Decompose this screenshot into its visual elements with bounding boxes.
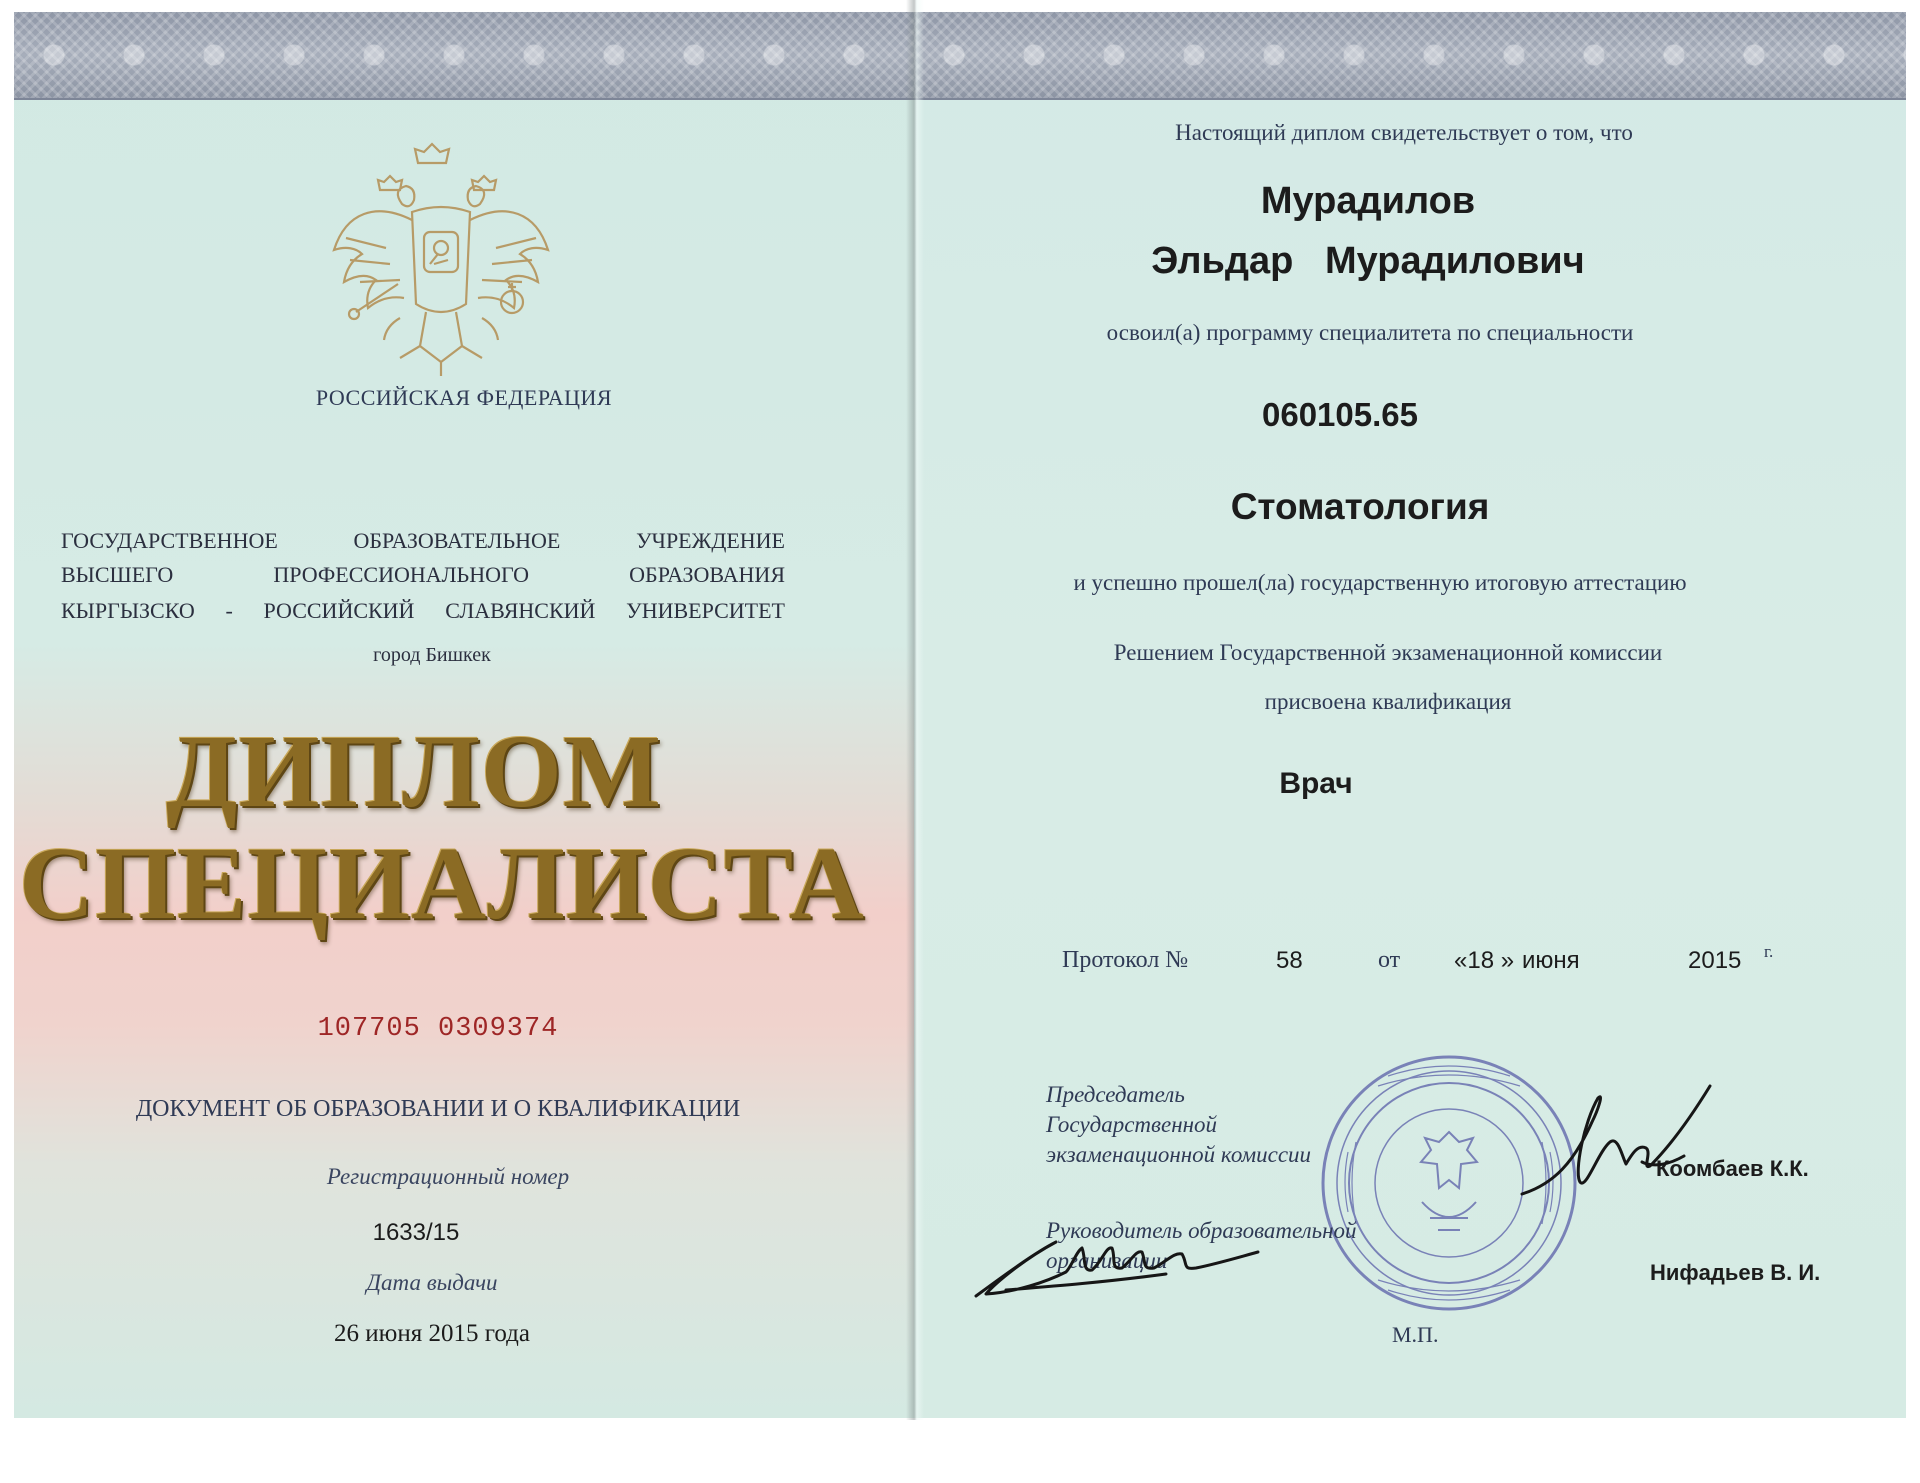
head-name: Нифадьев В. И. <box>1650 1260 1821 1285</box>
head-signature <box>936 1212 1266 1312</box>
protocol-day: «18 » <box>1454 947 1515 974</box>
graduate-surname: Мурадилов <box>1260 180 1476 222</box>
protocol-year-suffix: г. <box>1764 942 1774 961</box>
specialty-code: 060105.65 <box>1262 396 1418 433</box>
diploma-serial-number: 107705 0309374 <box>317 1014 559 1044</box>
qualification-value: Врач <box>1279 767 1353 800</box>
diploma-title-line-2: СПЕЦИАЛИСТА <box>18 826 866 941</box>
chair-signature <box>1514 1082 1714 1212</box>
diploma-left-page <box>14 12 914 1418</box>
specialty-name: Стоматология <box>1230 486 1490 527</box>
seal-label: М.П. <box>1392 1322 1439 1347</box>
diploma-title-line-1: ДИПЛОМ <box>166 714 662 829</box>
registration-number: 1633/15 <box>372 1219 460 1246</box>
protocol-year: 2015 <box>1688 947 1742 974</box>
program-statement: освоил(а) программу специалитета по специальности <box>1106 320 1634 345</box>
protocol-from-label: от <box>1378 947 1401 973</box>
institution-line-3: КЫРГЫЗСКО - РОССИЙСКИЙ СЛАВЯНСКИЙ УНИВЕРСИТЕТ <box>61 598 785 623</box>
guilloche-border <box>14 12 914 100</box>
registration-number-label: Регистрационный номер <box>326 1164 570 1189</box>
certification-intro: Настоящий диплом свидетельствует о том, что <box>1175 120 1633 145</box>
diploma-right-page <box>914 12 1906 1418</box>
country-name: РОССИЙСКАЯ ФЕДЕРАЦИЯ <box>315 385 613 410</box>
protocol-month: июня <box>1522 947 1580 974</box>
head-label-line-2: организации <box>1046 1248 1168 1273</box>
issue-date-label: Дата выдачи <box>366 1270 498 1295</box>
chair-label-line-1: Председатель <box>1046 1082 1185 1107</box>
institution-line-1: ГОСУДАРСТВЕННОЕ ОБРАЗОВАТЕЛЬНОЕ УЧРЕЖДЕНИЕ <box>61 528 785 553</box>
coat-of-arms-icon <box>316 142 566 382</box>
institution-line-2: ВЫСШЕГО ПРОФЕССИОНАЛЬНОГО ОБРАЗОВАНИЯ <box>61 562 785 587</box>
chair-label-line-3: экзаменационной комиссии <box>1046 1142 1312 1167</box>
protocol-label: Протокол № <box>1062 947 1189 973</box>
qualification-label: присвоена квалификация <box>1264 689 1512 714</box>
document-type: ДОКУМЕНТ ОБ ОБРАЗОВАНИИ И О КВАЛИФИКАЦИИ <box>135 1096 741 1122</box>
head-label-line-1: Руководитель образовательной <box>1046 1218 1357 1243</box>
chair-label-line-2: Государственной <box>1046 1112 1218 1137</box>
issue-date: 26 июня 2015 года <box>334 1320 530 1347</box>
chair-name: Коомбаев К.К. <box>1656 1156 1809 1181</box>
guilloche-border <box>914 12 1906 100</box>
institution-city: город Бишкек <box>373 644 491 666</box>
page-fold <box>906 0 924 1420</box>
commission-decision: Решением Государственной экзаменационной комиссии <box>1113 640 1663 665</box>
protocol-number: 58 <box>1276 947 1303 974</box>
attestation-statement: и успешно прошел(ла) государственную итоговую аттестацию <box>1073 570 1687 595</box>
graduate-name: Эльдар Мурадилович <box>1151 240 1585 282</box>
